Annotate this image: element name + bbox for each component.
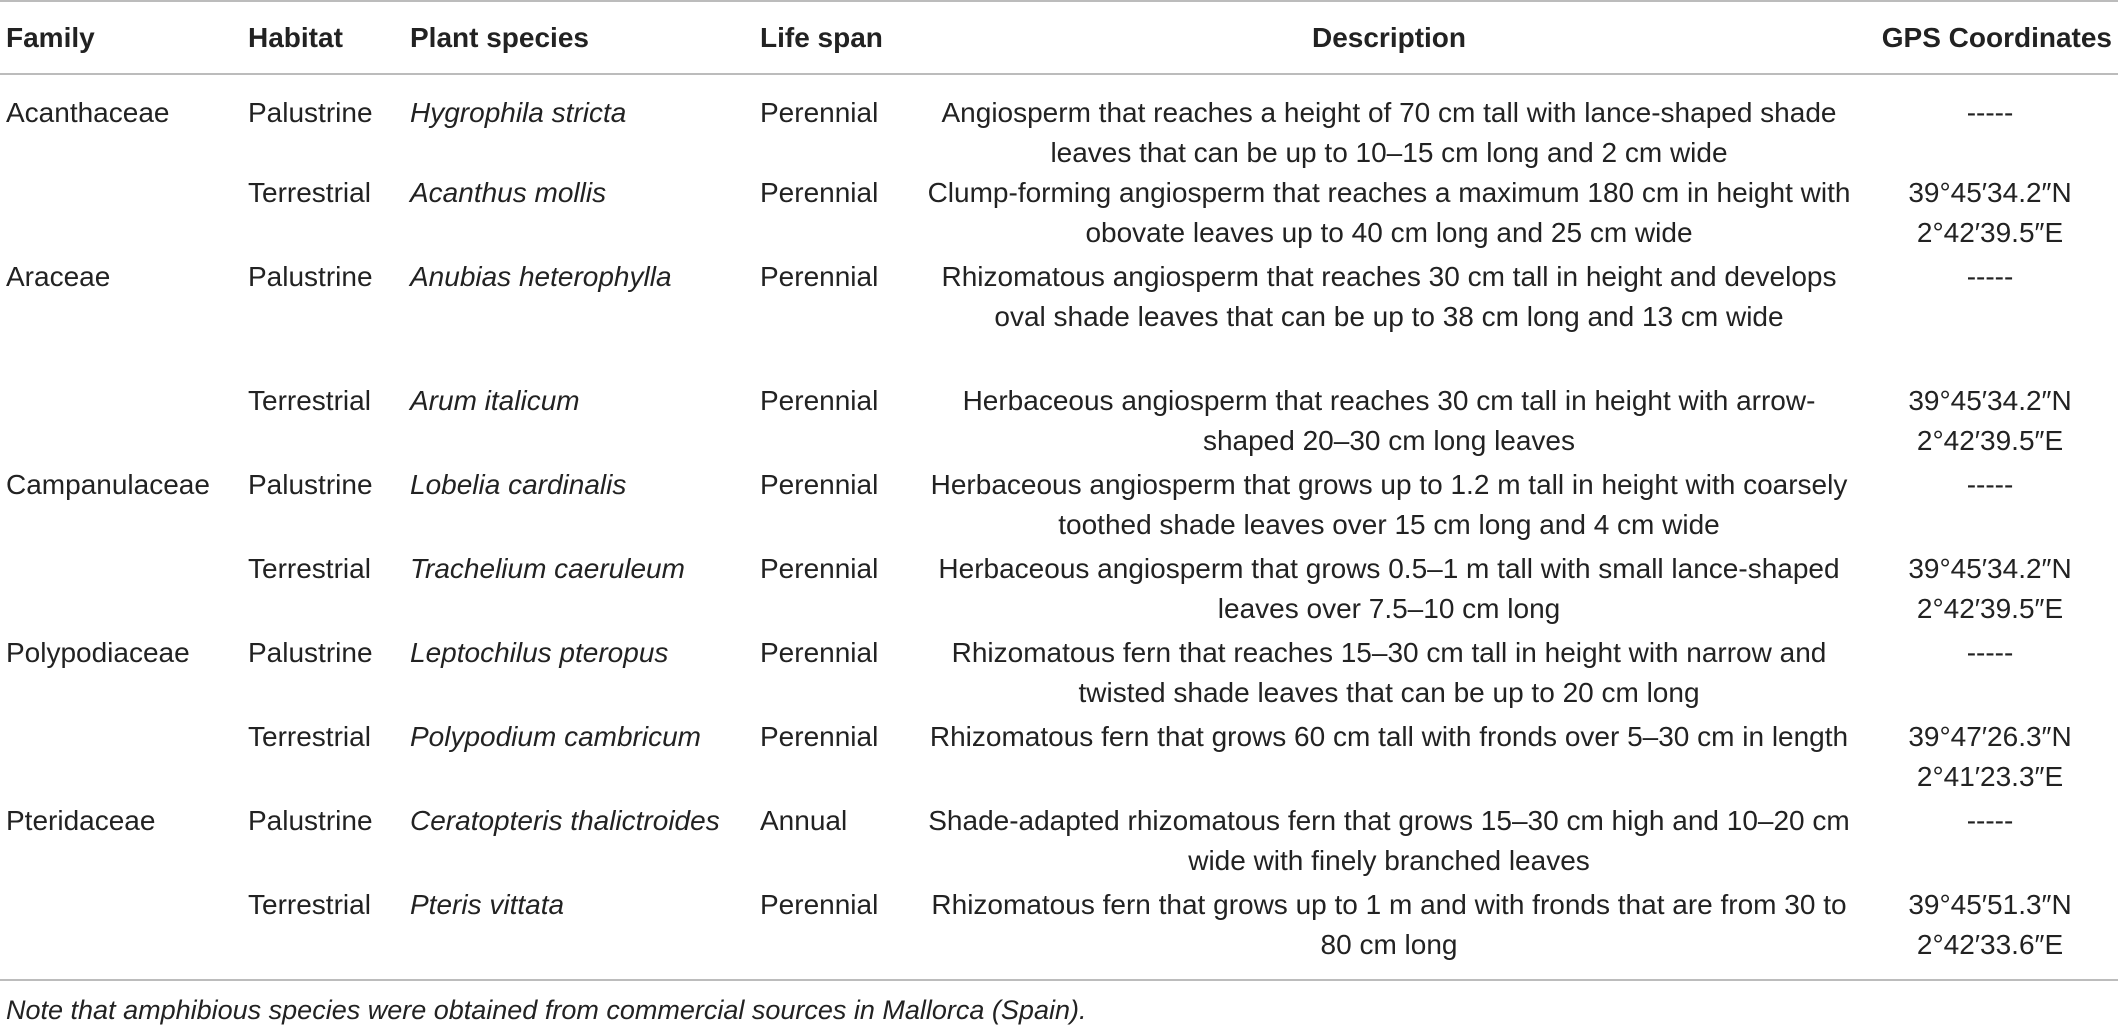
cell-life-span: Perennial — [754, 885, 916, 980]
header-gps: GPS Coordinates — [1862, 1, 2118, 74]
gps-longitude: 2°42′39.5″E — [1916, 425, 2064, 456]
cell-description: Clump-forming angiosperm that reaches a maximum 180 cm in height with obovate leaves up to 40 cm long and 25 cm wide — [927, 177, 1851, 248]
cell-habitat: Terrestrial — [248, 553, 371, 584]
cell-description: Rhizomatous fern that grows up to 1 m and with fronds that are from 30 to 80 cm long — [916, 885, 1862, 980]
cell-family: Araceae — [6, 261, 111, 292]
cell-species: Polypodium cambricum — [410, 721, 701, 752]
cell-gps — [1862, 633, 2118, 717]
cell-life-span: Perennial — [760, 97, 879, 128]
cell-life-span: Perennial — [760, 469, 879, 500]
header-life-span: Life span — [754, 1, 916, 74]
table-body — [0, 74, 2118, 980]
cell-habitat: Palustrine — [248, 97, 373, 128]
table-row — [0, 173, 2118, 257]
gps-latitude: 39°45′34.2″N — [1908, 177, 2072, 208]
gps-latitude: 39°45′34.2″N — [1908, 553, 2072, 584]
table-footnote: Note that amphibious species were obtained from commercial sources in Mallorca (Spain). — [6, 995, 1087, 1025]
cell-species: Trachelium caeruleum — [410, 553, 685, 584]
cell-species: Anubias heterophylla — [410, 261, 672, 292]
cell-life-span: Perennial — [760, 721, 879, 752]
cell-life-span: Annual — [760, 805, 848, 836]
cell-habitat: Palustrine — [248, 261, 373, 292]
cell-gps — [1862, 381, 2118, 465]
cell-species: Hygrophila stricta — [410, 97, 627, 128]
cell-species: Leptochilus pteropus — [410, 637, 669, 668]
cell-gps — [1862, 173, 2118, 257]
cell-habitat: Palustrine — [248, 637, 373, 668]
table-row — [0, 801, 2118, 885]
cell-description: Herbaceous angiosperm that reaches 30 cm tall in height with arrow-shaped 20–30 cm long leaves — [962, 385, 1816, 456]
cell-habitat: Palustrine — [248, 805, 373, 836]
table-header — [0, 1, 2118, 74]
cell-species: Arum italicum — [410, 385, 580, 416]
cell-life-span: Perennial — [760, 553, 879, 584]
table-row — [0, 549, 2118, 633]
cell-life-span: Perennial — [760, 637, 879, 668]
cell-species: Lobelia cardinalis — [410, 469, 627, 500]
gps-longitude: 2°42′33.6″E — [1916, 929, 2064, 960]
cell-family — [0, 717, 242, 801]
gps-longitude: 2°42′39.5″E — [1916, 593, 2064, 624]
cell-family — [0, 885, 242, 980]
cell-family — [0, 549, 242, 633]
cell-habitat: Terrestrial — [248, 385, 371, 416]
gps-latitude: ----- — [1966, 261, 2014, 292]
cell-family: Polypodiaceae — [6, 637, 190, 668]
cell-species: Acanthus mollis — [410, 177, 607, 208]
gps-latitude: ----- — [1966, 637, 2014, 668]
gps-longitude: 2°42′39.5″E — [1916, 217, 2064, 248]
cell-description: Rhizomatous fern that grows 60 cm tall with fronds over 5–30 cm in length — [929, 721, 1849, 752]
cell-family — [0, 381, 242, 465]
cell-family: Pteridaceae — [6, 805, 156, 836]
cell-description: Herbaceous angiosperm that grows 0.5–1 m tall with small lance-shaped leaves over 7.5–10 cm long — [938, 553, 1840, 624]
table-row — [0, 74, 2118, 173]
cell-habitat: Terrestrial — [248, 177, 371, 208]
cell-gps — [1862, 549, 2118, 633]
cell-description: Herbaceous angiosperm that grows up to 1.2 m tall in height with coarsely toothed shade leaves over 15 cm long and 4 cm wide — [930, 469, 1848, 540]
gps-latitude: ----- — [1966, 469, 2014, 500]
cell-habitat: Palustrine — [248, 469, 373, 500]
header-habitat: Habitat — [242, 1, 404, 74]
cell-gps — [1862, 74, 2118, 173]
header-description: Description — [916, 1, 1862, 74]
cell-description: Shade-adapted rhizomatous fern that grows 15–30 cm high and 10–20 cm wide with finely branched leaves — [928, 805, 1850, 876]
gps-latitude: 39°45′34.2″N — [1908, 385, 2072, 416]
header-species: Plant species — [404, 1, 754, 74]
cell-gps — [1862, 885, 2118, 980]
gps-latitude: ----- — [1966, 805, 2014, 836]
cell-description: Rhizomatous fern that reaches 15–30 cm tall in height with narrow and twisted shade leaves that can be up to 20 cm long — [951, 637, 1827, 708]
cell-description: Rhizomatous angiosperm that reaches 30 cm tall in height and develops oval shade leaves that can be up to 38 cm long and 13 cm wide — [941, 261, 1837, 332]
cell-description: Angiosperm that reaches a height of 70 cm tall with lance-shaped shade leaves that can be up to 10–15 cm long and 2 cm wide — [941, 97, 1837, 168]
table-row — [0, 885, 2118, 980]
cell-gps — [1862, 801, 2118, 885]
cell-gps — [1862, 717, 2118, 801]
cell-habitat: Terrestrial — [242, 885, 404, 980]
cell-species: Ceratopteris thalictroides — [410, 805, 720, 836]
table-row — [0, 381, 2118, 465]
gps-latitude: 39°45′51.3″N — [1908, 889, 2072, 920]
cell-family — [0, 173, 242, 257]
cell-life-span: Perennial — [760, 385, 879, 416]
header-row — [0, 1, 2118, 74]
cell-life-span: Perennial — [760, 261, 879, 292]
cell-species: Pteris vittata — [404, 885, 754, 980]
gps-latitude: 39°47′26.3″N — [1908, 721, 2072, 752]
cell-gps — [1862, 257, 2118, 381]
table-row — [0, 717, 2118, 801]
cell-family: Acanthaceae — [6, 97, 170, 128]
cell-habitat: Terrestrial — [248, 721, 371, 752]
table-row — [0, 257, 2118, 381]
table-row — [0, 465, 2118, 549]
gps-longitude: 2°41′23.3″E — [1916, 761, 2064, 792]
cell-gps — [1862, 465, 2118, 549]
gps-latitude: ----- — [1966, 97, 2014, 128]
header-family: Family — [0, 1, 242, 74]
table-row — [0, 633, 2118, 717]
cell-life-span: Perennial — [760, 177, 879, 208]
cell-family: Campanulaceae — [6, 469, 210, 500]
